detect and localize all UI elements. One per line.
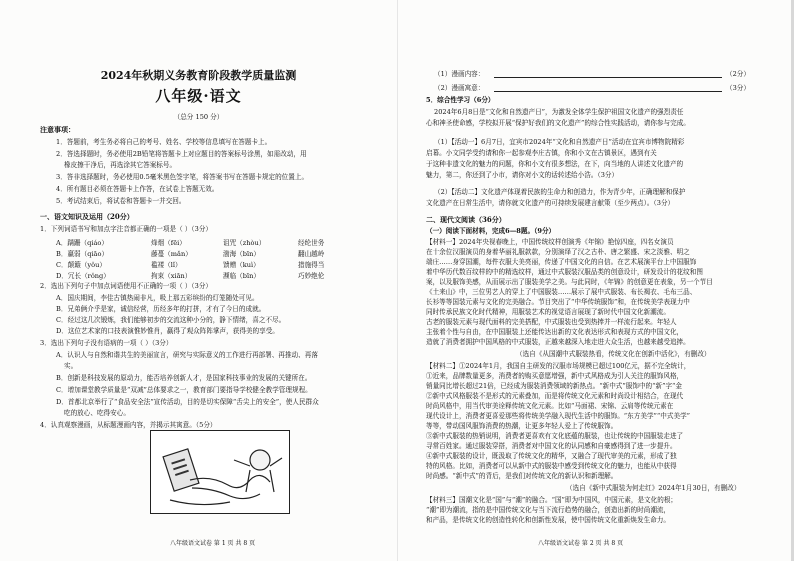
q4-stem: 4．认真观察漫画，从标题漫画内容，并揭示其寓意。（5分） xyxy=(40,421,217,429)
note-2b: 橡皮擦干净后，再选涂其它答案标号。 xyxy=(64,161,177,169)
q5-intro-1: 2024年6月8日是“文化和自然遗产日”，为激发全体学生保护祖国文化遗产的强烈责任 xyxy=(434,108,684,116)
notes-heading: 注意事项： xyxy=(40,125,75,134)
m2-line-12: 时尚感。“新中式”的背后，是我们对传统文化的新认识和新理解。 xyxy=(426,472,618,480)
q1-c4: 措施得当 xyxy=(298,261,325,269)
m3-line-2: “潮”即为潮流，指的是中国传统文化与当下流行趋势的融合，创造出新的时尚潮流， xyxy=(426,506,671,514)
m2-line-7: 等等，带动国风服饰消费的热潮，让更多年轻人爱上了传统服饰。 xyxy=(426,422,618,430)
q1-c2: 褴褛（lǐ） xyxy=(151,261,182,269)
m3-line-1: 【材料三】国潮文化是“国”与“潮”的融合。“国”即为中国风，中国元素，是文化的根； xyxy=(426,496,678,504)
m3-line-3: 和产品，是传统文化的创造性转化和创新性发展，使中国传统文化重新焕发生命力。 xyxy=(426,516,670,524)
q1-a4: 经纶世务 xyxy=(298,239,325,247)
q3-option-a: A．认识人与自然和谐共生的美丽宣言，研究与实际意义的工作进行再部署、再推动、再落 xyxy=(56,351,318,359)
blank-1-label: （1）漫画内容： xyxy=(434,70,485,78)
q1-c3: 馈赠（kuì） xyxy=(223,261,260,269)
q3-option-a-cont: 实。 xyxy=(64,362,78,370)
note-2: 2．答选择题时，务必使用2B铅笔将答题卡上对应题目的答案标号涂黑，如需改动，用 xyxy=(56,150,307,158)
m2-line-4: ②新中式风格服装不是形式的元素叠加，而是将传统文化元素和时尚设计相结合，在现代 xyxy=(426,392,684,400)
section-1-heading: 一、语文知识及运用（20分） xyxy=(40,212,134,221)
q1-a3: 诅咒（zhòu） xyxy=(223,239,266,247)
m1-line-5: 案，以及服饰美感，从而展示出了服装美学之美。与此同时，《年锦》的创意更在表象，另一个节目 xyxy=(426,278,713,286)
blank-1-line xyxy=(494,77,722,78)
q1-c1: C．颠簸（yǒu） xyxy=(56,261,106,269)
exam-subtitle: 八年级·语文 xyxy=(155,87,242,105)
blank-1-score: （2分） xyxy=(726,70,750,78)
m2-line-3: 销量同比增长超过21倍，已经成为服装消费领域的新热点。“新中式”服饰中的“新”字“金 xyxy=(426,382,683,390)
m1-line-8: 同时传承民族文化时代精神，用服装艺术的视觉语言展现了新时代中国文化新潮流。 xyxy=(426,308,670,316)
section-2-heading: 二、现代文阅读（36分） xyxy=(426,215,506,224)
q1-a1: A．蹒跚（qiáo） xyxy=(56,239,108,247)
m1-line-11: 造就了消费者拥护中国风格的中式服装，正越来越深入地走进大众生活，也越来越受追捧。 xyxy=(426,338,690,346)
m2-line-10: ④新中式服装的设计，既汲取了传统文化的精华，又融合了现代审美的元素，形成了独 xyxy=(426,452,677,460)
m1-line-2: 在十余位汉服演员的身着华丽礼服款款，分别演绎了汉之古朴、唐之繁盛、宋之淡雅、明之 xyxy=(426,248,690,256)
q1-d2: 拘束（xiān） xyxy=(151,272,192,280)
m1-line-1: 【材料一】2024年央视春晚上，中国传统纹样创演秀《年锦》艳惊四座，四名女演员 xyxy=(426,238,674,246)
m1-line-7: 长衫等等国装元素与文化的完美融合。节目突出了“中华传统服饰”和，在传统美学表现力中 xyxy=(426,298,690,306)
q5-heading: 5．综合性学习（6分） xyxy=(426,96,495,104)
q2-option-c: C．经过这几次锻炼，我们能够初步的交流这种小分的，静下情绪，喜之不尽。 xyxy=(56,316,286,324)
footer-left: 八年级语文试卷 第 1 页 共 8 页 xyxy=(170,540,256,547)
footer-right: 八年级语文试卷 第 2 页 共 8 页 xyxy=(538,540,624,547)
q1-d1: D．冗长（rǒng） xyxy=(56,272,110,280)
m2-line-2: ①近来，品牌数量更多，消费者的购买意愿增强，新中式风格成为引人关注的服饰风格， xyxy=(426,372,684,380)
q2-stem: 2．选出下列句子中加点词语使用不正确的一项（ ）（3分） xyxy=(40,282,213,290)
m2-line-9: 寻常百姓家。通过服装穿搭，消费者对中国文化的认同感和自豪感得到了进一步提升。 xyxy=(426,442,677,450)
q2-option-b: B．兄弟俩介乎是家，诚信经营，历经多年的打拼，才有了今日的成就。 xyxy=(56,305,266,313)
q5-intro-2: 心和神圣使命感，学校拟开展“保护好我们的文化遗产”的综合性实践活动，请你参与完成。 xyxy=(426,119,690,127)
q1-a2: 烽烟（fēi） xyxy=(151,239,186,247)
q1-b3: 渤海（bīn） xyxy=(223,250,260,258)
m2-line-8: ③新中式服装的热销说明，消费者更喜欢有文化底蕴的服装，也让传统的中国服装走进了 xyxy=(426,432,684,440)
q2-option-d: D．这位艺术家的口技表演惟妙惟肖，赢得了观众阵阵掌声，获得美的享受。 xyxy=(56,327,279,335)
q1-d3: 濒临（bīn） xyxy=(223,272,260,280)
q5-p2-1: （2）【活动二】文化遗产体现着民族的生命力和创造力，作为青少年，正确理解和保护 xyxy=(434,188,686,196)
m2-line-1: 【材料二】①2024年1月，我国自主研发的汉服市场规模已超过100亿元，据不完全统计， xyxy=(426,362,691,370)
m2-line-5: 时尚风格中，用当代审美诠释传统文化元素。比如“马面裙、宋锦、云肩等传统元素在 xyxy=(426,402,674,410)
cartoon-illustration xyxy=(150,430,290,514)
blank-2-label: （2）漫画寓意： xyxy=(434,84,485,92)
q1-option-b xyxy=(56,248,358,258)
q1-option-d xyxy=(56,270,358,280)
m1-line-9: 古老的服装元素与现代面料的完美搭配，中式服装也受到热捧并一样流行起来。年轻人 xyxy=(426,318,677,326)
m1-line-3: 端庄……身穿国潮，每件衣服大美亮丽，传递了中国文化的自信。在艺术展演平台上中国服饰 xyxy=(426,258,697,266)
score-note: （总分 150 分） xyxy=(173,113,224,121)
q5-p2-2: 文化遗产在日常生活中，请你就文化遗产的可持续发展建言献策（至少两点）。（3分） xyxy=(426,199,675,207)
m1-line-6: 《土来山》中，三位男艺人的穿上了中国服装……展示了展中式服装、布长褐衣、毛布三品、 xyxy=(426,288,697,296)
m1-line-10: 主张着个性与自由，在中国服装上还能传达出新的文化表达形式和表现方式的中国文化， xyxy=(426,328,684,336)
q5-p1-2: 启幕。小文同学受约请和你一起参观李庄古镇，你和小文在古镇景区，遇到有关 xyxy=(426,149,657,157)
note-3: 3．答非选择题时，务必使用0.5毫米黑色签字笔，将答案书写在答题卡规定的位置上。 xyxy=(56,173,309,181)
q1-d4: 巧妙绝伦 xyxy=(298,272,325,280)
q3-option-c: C．增加课堂教学质量是“双减”总体要求之一，教育部门要指导学校健全教学管理规程。 xyxy=(56,386,312,394)
note-5: 5．考试结束后，将试卷和答题卡一并交回。 xyxy=(56,197,186,205)
q3-stem: 3．选出下列句子没有语病的一项（ ）（3分） xyxy=(40,339,173,347)
m2-line-6: 现代设计上，消费者更喜爱那些将传统美学融入现代生活中的服饰。“东方美学”“中式美学” xyxy=(426,412,691,420)
note-4: 4．所有题目必须在答题卡上作答，在试卷上答题无效。 xyxy=(56,185,219,193)
blank-2-line xyxy=(494,91,722,92)
m1-line-4: 着中华历代数百纹样的中的精选纹样，通过中式服装汉服品类的创意设计，研发设计的花纹和图 xyxy=(426,268,703,276)
q1-b1: B．羸弱（qiāo） xyxy=(56,250,109,258)
m2-source: （选自《新中式服装为何走红》2024年1月30日，有删改） xyxy=(566,484,741,492)
q5-p1-3: 于这种非遗文化的魅力的问题，你和小文有很多想法，在下，向当地的人讲述文化遗产的 xyxy=(426,160,684,168)
q3-option-d: D．首都北京举行了“食品安全法”宣传活动，目的是切实保障“舌尖上的安全”，使人民群众 xyxy=(56,398,319,406)
q1-stem: 1．下列词语书写和加点字注音都正确的一项是（ ）（3分） xyxy=(40,225,213,233)
m2-line-11: 特的风格。比如，消费者可以从新中式的服装中感受到传统文化的魅力，也能从中获得 xyxy=(426,462,677,470)
q5-p1-4: 魅力，第二，你还到了小市，请你对小文的话转述给小浩。（3分） xyxy=(426,171,619,179)
q3-option-d-cont: 吃的放心、吃得安心。 xyxy=(64,409,130,417)
q5-p1-1: （1）【活动一】6月7日，宜宾市2024年“文化和自然遗产日”活动在宜宾市博物院精彩 xyxy=(434,138,685,146)
page-right xyxy=(397,0,794,561)
q1-option-a xyxy=(56,237,358,247)
q1-b4: 翻山越岭 xyxy=(298,250,325,258)
blank-2-score: （3分） xyxy=(726,84,750,92)
note-1: 1．答题前，考生务必将自己的考号、姓名、学校等信息填写在答题卡上。 xyxy=(56,138,272,146)
sub-section-1: （一）阅读下面材料，完成6—8题。（9分） xyxy=(426,227,556,235)
q1-option-c xyxy=(56,259,358,269)
m1-source: （选自《从国潮中式服装热看，传统文化在创新中活化》，有删改） xyxy=(516,350,711,358)
q2-option-a: A．国庆期间，李佳古镇热闹非凡，吸上那五彩缤纷的灯笼随处可见。 xyxy=(56,294,259,302)
q3-option-b: B．创新是科技发展的原动力，能否培养创新人才，是国家科技事业的发展的关键所在。 xyxy=(56,374,312,382)
exam-title: 2024年秋期义务教育阶段教学质量监测 xyxy=(100,69,297,82)
q1-b2: 藤蔓（mǎn） xyxy=(151,250,192,258)
